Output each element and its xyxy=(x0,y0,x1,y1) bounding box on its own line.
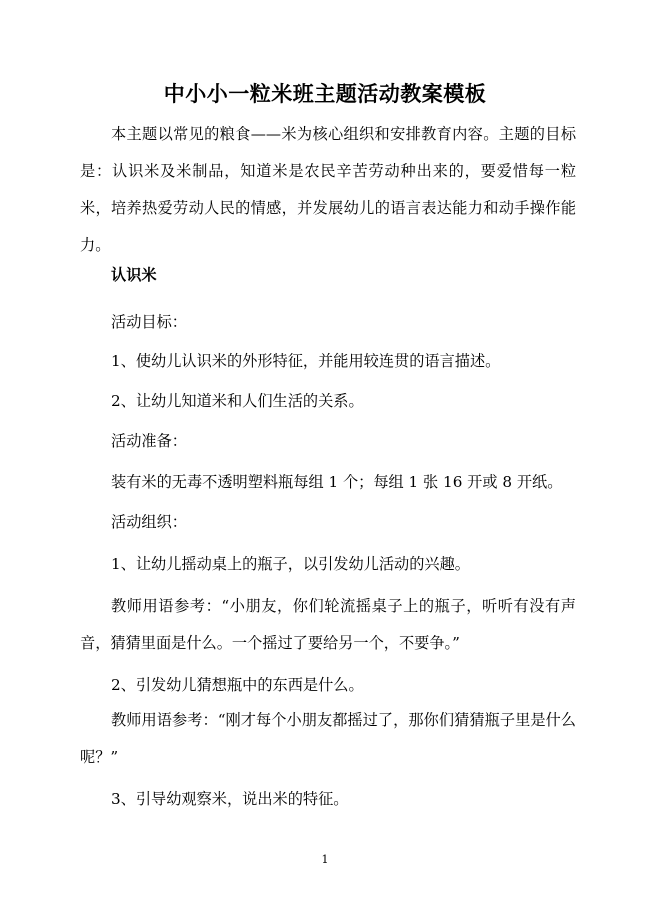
teacher-reference-2: 教师用语参考：“刚才每个小朋友都摇过了，那你们猜猜瓶子里是什么呢？” xyxy=(80,711,576,766)
step-item-1: 1、让幼儿摇动桌上的瓶子，以引发幼儿活动的兴趣。 xyxy=(111,555,470,573)
document-title: 中小小一粒米班主题活动教案模板 xyxy=(163,82,487,106)
goal-item-2: 2、让幼儿知道米和人们生活的关系。 xyxy=(111,392,364,410)
organization-label: 活动组织： xyxy=(111,513,187,531)
prep-label: 活动准备： xyxy=(111,432,187,450)
page-number: 1 xyxy=(321,853,329,866)
intro-paragraph: 本主题以常见的粮食——米为核心组织和安排教育内容。主题的目标是：认识米及米制品，知道米是农民辛苦劳动种出来的，要爱惜每一粒米，培养热爱劳动人民的情感，并发展幼儿的语言表达能力和动手操作能力。 xyxy=(80,125,576,254)
goal-item-1: 1、使幼儿认识米的外形特征，并能用较连贯的语言描述。 xyxy=(111,352,501,370)
goals-label: 活动目标： xyxy=(111,313,187,331)
teacher-reference-1: 教师用语参考：“小朋友，你们轮流摇桌子上的瓶子，听听有没有声音，猜猜里面是什么。一个摇过了要给另一个，不要争。” xyxy=(80,597,576,652)
step-item-2: 2、引发幼儿猜想瓶中的东西是什么。 xyxy=(111,676,364,694)
prep-text: 装有米的无毒不透明塑料瓶每组 1 个；每组 1 张 16 开或 8 开纸。 xyxy=(111,473,563,491)
section-heading: 认识米 xyxy=(111,266,157,284)
step-item-3: 3、引导幼观察米，说出米的特征。 xyxy=(111,790,349,808)
